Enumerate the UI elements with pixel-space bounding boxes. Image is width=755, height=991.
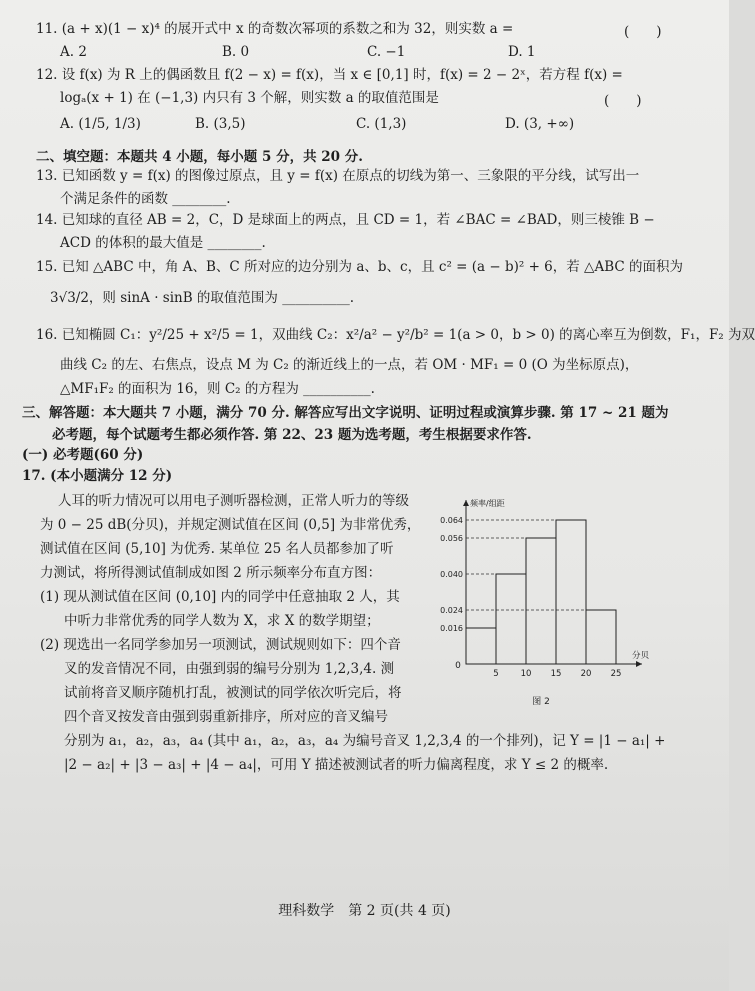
section-fill-in-heading: 二、填空题：本题共 4 小题，每小题 5 分，共 20 分. bbox=[36, 149, 363, 165]
q11-answer-blank: ( ) bbox=[624, 24, 662, 40]
q12-stem-line1: 12. 设 f(x) 为 R 上的偶函数且 f(2 − x) = f(x)，当 x ∈ [0,1] 时，f(x) = 2 − 2ˣ，若方程 f(x) = bbox=[36, 67, 623, 83]
x-axis-label: 分贝 bbox=[632, 651, 650, 661]
q17-part2-line6: |2 − a₂| + |3 − a₃| + |4 − a₄|，可用 Y 描述被测试者的听力偏离程度，求 Y ≤ 2 的概率. bbox=[64, 757, 609, 773]
x-tick-label: 10 bbox=[520, 669, 532, 679]
q17-part2-line1: (2) 现选出一名同学参加另一项测试，测试规则如下：四个音 bbox=[40, 637, 401, 653]
q12-option-b: B. (3,5) bbox=[195, 116, 246, 132]
q17-header: 17. (本小题满分 12 分) bbox=[22, 468, 173, 484]
q16-line1: 16. 已知椭圆 C₁：y²/25 + x²/5 = 1，双曲线 C₂：x²/a² − y²/b² = 1(a > 0，b > 0) 的离心率互为倒数，F₁，F₂ 为双 bbox=[36, 327, 755, 343]
q12-option-a: A. (1/5, 1/3) bbox=[60, 116, 141, 132]
y-tick-label: 0.056 bbox=[440, 534, 463, 543]
q11-option-c: C. −1 bbox=[367, 44, 406, 60]
q17-part1-line1: (1) 现从测试值在区间 (0,10] 内的同学中任意抽取 2 人，其 bbox=[40, 589, 400, 605]
q16-line3: △MF₁F₂ 的面积为 16，则 C₂ 的方程为 __________. bbox=[60, 381, 375, 397]
q11-option-d: D. 1 bbox=[508, 44, 536, 60]
q15-line2: 3√3/2，则 sinA · sinB 的取值范围为 __________. bbox=[50, 290, 355, 306]
q12-stem-line2: logₐ(x + 1) 在 (−1,3) 内只有 3 个解，则实数 a 的取值范围是 bbox=[60, 90, 439, 106]
figure-caption: 图 2 bbox=[532, 697, 550, 707]
x-tick-label: 20 bbox=[580, 669, 592, 679]
page-footer: 理科数学 第 2 页(共 4 页) bbox=[278, 903, 451, 919]
histogram-bar bbox=[556, 520, 586, 664]
section-answer-heading-line2: 必考题，每个试题考生都必须作答. 第 22、23 题为选考题，考生根据要求作答. bbox=[52, 427, 532, 443]
y-tick-label: 0.040 bbox=[440, 570, 463, 579]
q14-line2: ACD 的体积的最大值是 ________. bbox=[60, 235, 266, 251]
q17-text-line2: 为 0 − 25 dB(分贝)，并规定测试值在区间 (0,5] 为非常优秀， bbox=[40, 517, 421, 533]
x-tick-label: 25 bbox=[610, 669, 622, 679]
y-tick-label: 0.024 bbox=[440, 606, 463, 615]
q15-line1: 15. 已知 △ABC 中，角 A、B、C 所对应的边分别为 a、b、c，且 c² = (a − b)² + 6，若 △ABC 的面积为 bbox=[36, 259, 683, 275]
q16-line2: 曲线 C₂ 的左、右焦点，设点 M 为 C₂ 的渐近线上的一点，若 OM · MF₁ = 0 (O 为坐标原点)， bbox=[60, 357, 639, 373]
histogram-bar bbox=[586, 610, 616, 664]
y-axis-label: 频率/组距 bbox=[470, 499, 505, 508]
q17-part2-line3: 试前将音叉顺序随机打乱，被测试的同学依次听完后，将 bbox=[64, 685, 402, 701]
q13-line2: 个满足条件的函数 ________. bbox=[60, 191, 231, 207]
y-tick-label: 0.064 bbox=[440, 516, 463, 525]
y-tick-label: 0.016 bbox=[440, 624, 463, 633]
x-tick-label: 15 bbox=[550, 669, 562, 679]
q11-stem: 11. (a + x)(1 − x)⁴ 的展开式中 x 的奇数次幂项的系数之和为 32，则实数 a = bbox=[36, 21, 514, 37]
q17-part2-line2: 叉的发音情况不同，由强到弱的编号分别为 1,2,3,4. 测 bbox=[64, 661, 395, 677]
histogram-bar bbox=[496, 574, 526, 664]
q17-text-line1: 人耳的听力情况可以用电子测听器检测，正常人听力的等级 bbox=[58, 493, 409, 509]
q11-option-b: B. 0 bbox=[222, 44, 250, 60]
q13-line1: 13. 已知函数 y = f(x) 的图像过原点，且 y = f(x) 在原点的切线为第一、三象限的平分线，试写出一 bbox=[36, 168, 640, 184]
frequency-histogram bbox=[440, 494, 662, 724]
histogram-bar bbox=[526, 538, 556, 664]
origin-label: 0 bbox=[455, 661, 461, 671]
q17-part2-line4: 四个音叉按发音由强到弱重新排序，所对应的音叉编号 bbox=[64, 709, 388, 725]
q17-text-line4: 力测试，将所得测试值制成如图 2 所示频率分布直方图： bbox=[40, 565, 382, 581]
x-axis-arrow bbox=[636, 661, 642, 667]
q12-answer-blank: ( ) bbox=[604, 93, 642, 109]
x-tick-label: 5 bbox=[493, 669, 499, 679]
histogram-bar bbox=[466, 628, 496, 664]
q14-line1: 14. 已知球的直径 AB = 2，C，D 是球面上的两点，且 CD = 1，若 ∠BAC = ∠BAD，则三棱锥 B − bbox=[36, 212, 655, 228]
q17-part1-line2: 中听力非常优秀的同学人数为 X，求 X 的数学期望； bbox=[64, 613, 380, 629]
section-answer-heading-line1: 三、解答题：本大题共 7 小题，满分 70 分. 解答应写出文字说明、证明过程或演算步骤. 第 17 ~ 21 题为 bbox=[22, 405, 669, 421]
required-part-heading: (一) 必考题(60 分) bbox=[22, 447, 144, 463]
q11-option-a: A. 2 bbox=[60, 44, 87, 60]
y-axis-arrow bbox=[463, 500, 469, 506]
q17-text-line3: 测试值在区间 (5,10] 为优秀. 某单位 25 名人员都参加了听 bbox=[40, 541, 394, 557]
q12-option-d: D. (3, +∞) bbox=[505, 116, 575, 132]
q12-option-c: C. (1,3) bbox=[356, 116, 407, 132]
q17-part2-line5: 分别为 a₁，a₂，a₃，a₄ (其中 a₁，a₂，a₃，a₄ 为编号音叉 1,2,3,4 的一个排列)，记 Y = |1 − a₁| + bbox=[64, 733, 666, 749]
